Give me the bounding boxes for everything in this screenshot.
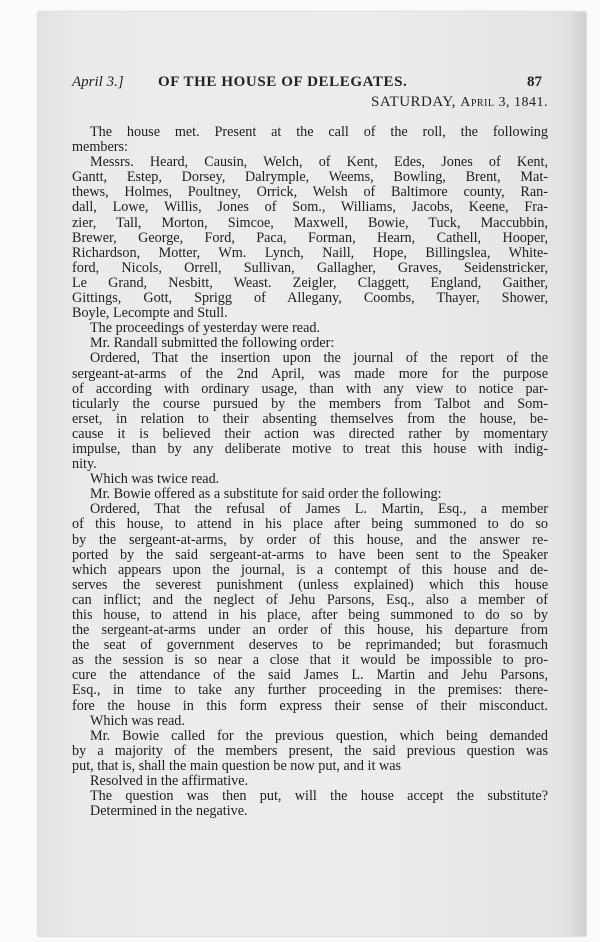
text-line: ford, Nicols, Orrell, Sullivan, Gallagher, Graves, Seidenstricker, — [72, 260, 548, 276]
text-line: impulse, than by any deliberate motive to treat this house with indig- — [72, 441, 548, 457]
text-line: Which was twice read. — [90, 471, 220, 488]
text-line: Messrs. Heard, Causin, Welch, of Kent, Edes, Jones of Kent, — [90, 155, 548, 171]
text-line: Ordered, That the refusal of James L. Martin, Esq., a member — [90, 502, 548, 518]
text-line: of this house, to attend in his place after being summoned to do so — [72, 517, 548, 533]
header-title: OF THE HOUSE OF DELEGATES. — [158, 74, 408, 90]
journal-text — [72, 125, 548, 819]
text-line: ported by the said sergeant-at-arms to have been sent to the Speaker — [72, 547, 548, 563]
page-number: 87 — [527, 74, 542, 90]
text-line: Mr. Bowie offered as a substitute for said order the following: — [90, 486, 442, 503]
text-line: zier, Tall, Morton, Simcoe, Maxwell, Bowie, Tuck, Maccubbin, — [72, 215, 548, 231]
running-header — [72, 74, 548, 92]
text-line: can inflict; and the neglect of Jehu Parsons, Esq., also a member of — [72, 592, 548, 608]
text-line: nity. — [72, 456, 97, 473]
text-line: Resolved in the affirmative. — [90, 773, 249, 790]
text-line: Brewer, George, Ford, Paca, Forman, Hearn, Cathell, Hooper, — [72, 230, 548, 246]
session-dateline — [371, 94, 548, 111]
text-line: fore the house in this form express their sense of their misconduct. — [72, 698, 548, 714]
text-line: dall, Lowe, Willis, Jones of Som., Williams, Jacobs, Keene, Fra- — [72, 200, 548, 216]
text-line: the sergeant-at-arms under an order of this house, his departure from — [72, 623, 548, 639]
text-line: Determined in the negative. — [90, 803, 248, 820]
dateline-date: April 3, 1841. — [460, 95, 548, 110]
text-line: serves the severest punishment (unless explained) which this house — [72, 577, 548, 593]
text-line: Gantt, Estep, Dorsey, Dalrymple, Weems, Bowling, Brent, Mat- — [72, 170, 548, 186]
text-line: Mr. Randall submitted the following order: — [90, 335, 335, 352]
text-line: Mr. Bowie called for the previous question, which being demanded — [90, 728, 548, 744]
text-line: Boyle, Lecompte and Stull. — [72, 305, 228, 322]
text-line: erset, in relation to their absenting themselves from the house, be- — [72, 411, 548, 427]
text-line: this house, to attend in his place, after being summoned to do so by — [72, 608, 548, 623]
text-line: members: — [72, 139, 128, 156]
text-line: Le Grand, Nesbitt, Weast. Zeigler, Claggett, England, Gaither, — [72, 275, 548, 291]
text-line: Which was read. — [90, 712, 185, 729]
text-line: Gittings, Gott, Sprigg of Allegany, Coombs, Thayer, Shower, — [72, 291, 548, 307]
text-line: put, that is, shall the main question be now put, and it was — [72, 757, 402, 774]
header-date: April 3.] — [72, 74, 124, 90]
text-line: sergeant-at-arms of the 2nd April, was made more for the purpose — [72, 366, 548, 382]
text-line: by the sergeant-at-arms, by order of this house, and the answer re- — [72, 532, 548, 548]
text-line: The house met. Present at the call of the roll, the following — [90, 125, 548, 140]
text-line: the seat of government deserves to be reprimanded; but forasmuch — [72, 638, 548, 654]
dateline-day: SATURDAY, — [371, 94, 456, 110]
text-line: of according with ordinary usage, than with any view to notice par- — [72, 381, 548, 397]
text-line: by a majority of the members present, the said previous question was — [72, 743, 548, 759]
text-line: cure the attendance of the said James L. Martin and Jehu Parsons, — [72, 668, 548, 684]
text-line: Richardson, Motter, Wm. Lynch, Naill, Hope, Billingslea, White- — [72, 245, 548, 261]
text-line: as the session is so near a close that it would be impossible to pro- — [72, 653, 548, 669]
text-line: which appears upon the journal, is a contempt of this house and de- — [72, 562, 548, 578]
text-line: thews, Holmes, Poultney, Orrick, Welsh of Baltimore county, Ran- — [72, 185, 548, 201]
text-line: ticularly the course pursued by the members from Talbot and Som- — [72, 396, 548, 412]
text-line: cause it is believed their action was directed rather by momentary — [72, 426, 548, 442]
text-line: Ordered, That the insertion upon the journal of the report of the — [90, 351, 548, 367]
text-line: The question was then put, will the house accept the substitute? — [90, 789, 548, 805]
text-line: The proceedings of yesterday were read. — [90, 320, 321, 337]
text-line: Esq., in time to take any further proceeding in the premises: there- — [72, 683, 548, 699]
